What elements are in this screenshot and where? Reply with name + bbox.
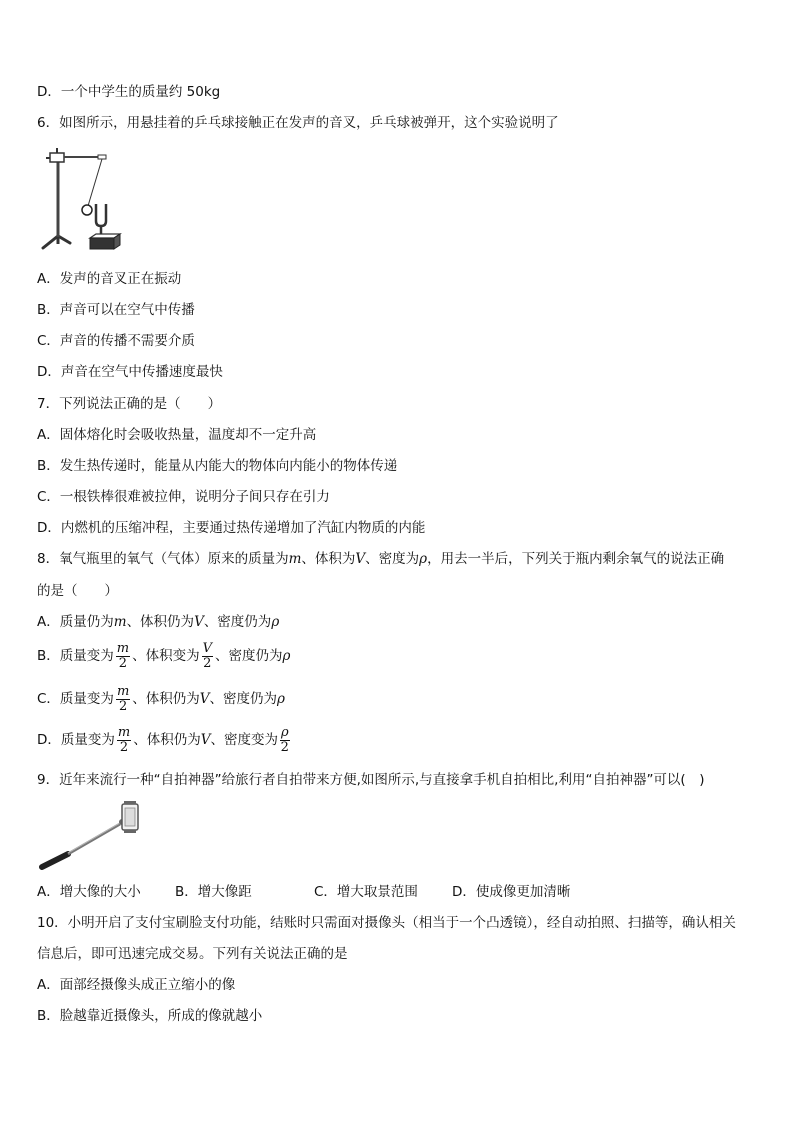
q9-stem: 9．近年来流行一种“自拍神器”给旅行者自拍带来方便,如图所示,与直接拿手机自拍相比,利用“自拍神器”可以( ) — [37, 772, 705, 788]
q9-option-d: D．使成像更加清晰 — [452, 884, 571, 900]
q6-option-d: D．声音在空气中传播速度最快 — [37, 364, 223, 380]
tuning-fork-figure — [40, 144, 130, 254]
q9-option-b: B．增大像距 — [175, 884, 252, 900]
q8-option-d: D．质量变为 $\frac{m}{2}$ 、体积仍为V、密度变为 $\frac{\rho}{2}$ — [37, 724, 289, 755]
q8-stem-line2: 的是（ ） — [37, 583, 118, 599]
q7-option-a: A．固体熔化时会吸收热量，温度却不一定升高 — [37, 427, 317, 443]
q7-option-d: D．内燃机的压缩冲程，主要通过热传递增加了汽缸内物质的内能 — [37, 520, 426, 536]
q8-option-c: C．质量变为 $\frac{m}{2}$ 、体积仍为V、密度仍为ρ — [37, 683, 285, 714]
fraction-v-over-2: $\frac{V}{2}$ — [202, 640, 212, 671]
q9-option-c: C．增大取景范围 — [314, 884, 418, 900]
selfie-stick-figure — [38, 796, 148, 872]
q6-stem: 6．如图所示，用悬挂着的乒乓球接触正在发声的音叉，乒乓球被弹开，这个实验说明了 — [37, 115, 559, 131]
q9-option-a: A．增大像的大小 — [37, 884, 141, 900]
q10-stem-line2: 信息后，即可迅速完成交易。下列有关说法正确的是 — [37, 946, 348, 962]
fraction-m-over-2: $\frac{m}{2}$ — [116, 683, 130, 714]
q9-options-row — [37, 883, 757, 901]
q6-option-a: A．发声的音叉正在振动 — [37, 271, 182, 287]
q7-option-c: C．一根铁棒很难被拉伸，说明分子间只存在引力 — [37, 489, 330, 505]
fraction-m-over-2: $\frac{m}{2}$ — [117, 724, 131, 755]
q8-option-a: A．质量仍为m、体积仍为V、密度仍为ρ — [37, 614, 280, 630]
q6-option-b: B．声音可以在空气中传播 — [37, 302, 195, 318]
q7-option-b: B．发生热传递时，能量从内能大的物体向内能小的物体传递 — [37, 458, 398, 474]
q5-option-d: D．一个中学生的质量约 50kg — [37, 84, 221, 100]
q10-stem-line1: 10．小明开启了支付宝刷脸支付功能，结账时只需面对摄像头（相当于一个凸透镜），经自动拍照、扫描等，确认相关 — [37, 915, 736, 931]
fraction-rho-over-2: $\frac{\rho}{2}$ — [280, 724, 289, 755]
fraction-m-over-2: $\frac{m}{2}$ — [116, 640, 130, 671]
q8-stem: 8．氧气瓶里的氧气（气体）原来的质量为m、体积为V、密度为ρ，用去一半后，下列关于瓶内剩余氧气的说法正确 — [37, 551, 725, 567]
q7-stem: 7．下列说法正确的是（ ） — [37, 396, 222, 412]
q6-option-c: C．声音的传播不需要介质 — [37, 333, 195, 349]
q10-option-a: A．面部经摄像头成正立缩小的像 — [37, 977, 236, 993]
q8-option-b: B．质量变为 $\frac{m}{2}$ 、体积变为 $\frac{V}{2}$ 、密度仍为ρ — [37, 640, 291, 671]
q10-option-b: B．脸越靠近摄像头，所成的像就越小 — [37, 1008, 263, 1024]
